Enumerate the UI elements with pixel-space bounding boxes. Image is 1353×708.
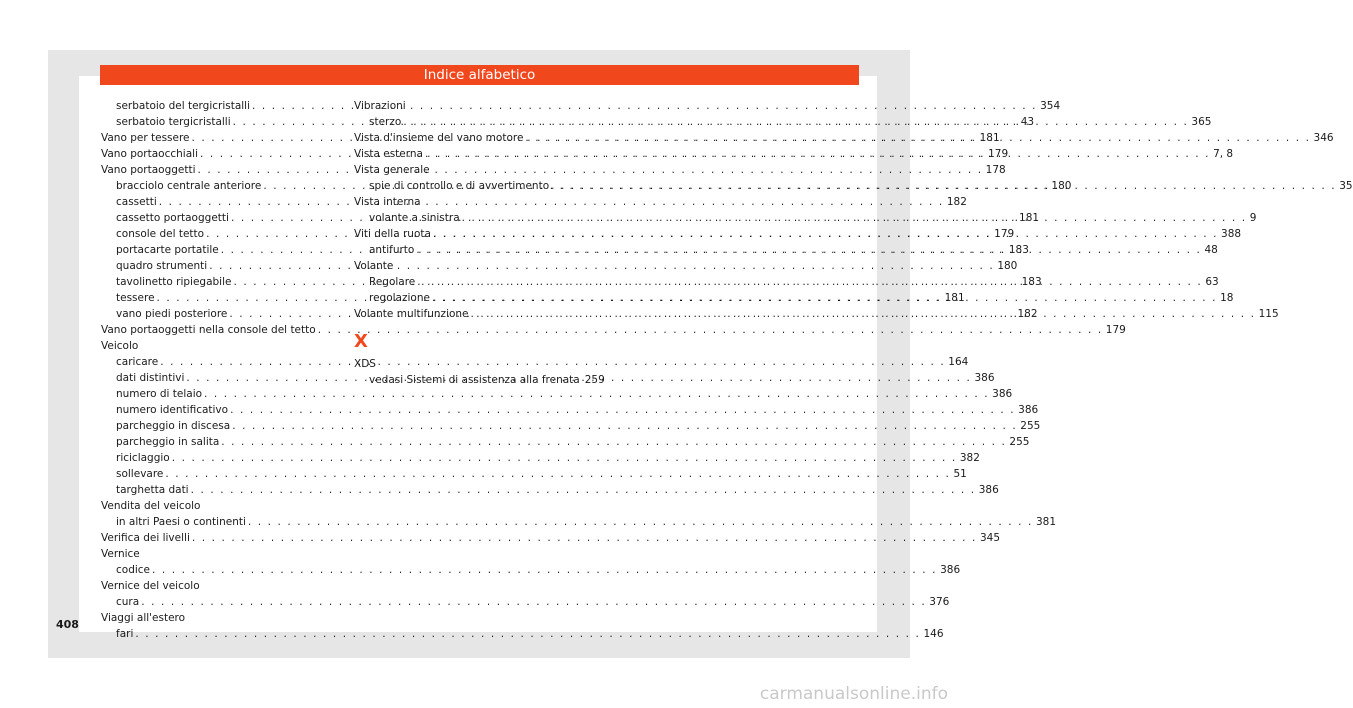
page-header xyxy=(100,65,859,85)
watermark: carmanualsonline.info xyxy=(759,684,948,704)
index-entry-page: 146 xyxy=(923,628,944,640)
dot-leader xyxy=(433,226,1218,242)
index-entry xyxy=(354,372,605,388)
header-title: Indice alfabetico xyxy=(423,67,536,83)
index-letter: X xyxy=(354,331,368,352)
index-entry xyxy=(101,418,1041,434)
index-entry-term: riciclaggio xyxy=(116,452,170,464)
index-entry-term: numero di telaio xyxy=(116,388,203,400)
index-entry-page: 376 xyxy=(929,596,950,608)
dot-leader xyxy=(416,242,1201,258)
dot-leader xyxy=(462,210,1247,226)
index-entry-term: spie di controllo e di avvertimento xyxy=(369,180,550,192)
index-entry-page: 183 xyxy=(1008,244,1029,256)
index-entry-page: 179 xyxy=(988,148,1009,160)
index-entry-page: 388 xyxy=(1221,228,1242,240)
index-entry-page: 181 xyxy=(979,132,1000,144)
index-entry-term: tessere xyxy=(116,292,155,304)
index-entry-page: 181 xyxy=(1019,212,1040,224)
dot-leader xyxy=(152,562,937,578)
index-entry-term: parcheggio in salita xyxy=(116,436,220,448)
index-entry-term: sollevare xyxy=(116,468,164,480)
index-entry-page: 255 xyxy=(1009,436,1030,448)
dot-leader xyxy=(204,386,989,402)
index-entry-term: regolazione xyxy=(369,292,430,304)
index-entry-term: codice xyxy=(116,564,151,576)
index-entry-term: antifurto xyxy=(369,244,415,256)
index-entry-page: 354 xyxy=(1040,100,1061,112)
index-entry-page: 255 xyxy=(1020,420,1041,432)
index-entry-term: Vano portaoggetti xyxy=(101,164,196,176)
index-heading: Vernice del veicolo xyxy=(101,580,200,592)
dot-leader xyxy=(209,258,994,274)
index-entry-term: Vista d'insieme del vano motore xyxy=(354,132,524,144)
index-entry xyxy=(101,626,944,642)
index-entry-page: 63 xyxy=(1205,276,1219,288)
index-entry xyxy=(101,530,1001,546)
dot-leader xyxy=(525,130,1310,146)
index-entry-term: portacarte portatile xyxy=(116,244,219,256)
index-entry-page: 386 xyxy=(992,388,1013,400)
index-entry-page: 181 xyxy=(944,292,965,304)
index-entry-term: serbatoio del tergicristalli xyxy=(116,100,251,112)
index-entry-term: vedasi Sistemi di assistenza alla frenata xyxy=(369,374,580,386)
dot-leader xyxy=(551,178,1336,194)
index-entry-term: in altri Paesi o continenti xyxy=(116,516,246,528)
index-entry-term: sterzo xyxy=(369,116,402,128)
index-entry-page: 386 xyxy=(974,372,995,384)
index-entry-page: 180 xyxy=(1051,180,1072,192)
page-number: 408 xyxy=(56,618,79,631)
index-entry-term: vano piedi posteriore xyxy=(116,308,228,320)
dot-leader xyxy=(135,626,920,642)
index-entry-term: Regolare xyxy=(369,276,416,288)
index-entry xyxy=(101,594,950,610)
index-entry-term: Vano portaocchiali xyxy=(101,148,198,160)
dot-leader xyxy=(471,306,1256,322)
index-entry-page: 345 xyxy=(979,532,1001,544)
index-entry-term: Verifica dei livelli xyxy=(101,532,190,544)
index-entry-term: Vano portaoggetti nella console del tetto xyxy=(101,324,316,336)
index-entry-page: 35 xyxy=(1339,180,1353,192)
index-entry-page: 182 xyxy=(1017,308,1038,320)
index-entry-term: Viti della ruota xyxy=(354,228,431,240)
index-entry-term: parcheggio in discesa xyxy=(116,420,231,432)
index-entry-term: cassetti xyxy=(116,196,157,208)
index-entry xyxy=(101,562,961,578)
index-entry-page: 182 xyxy=(946,196,967,208)
index-entry-page: 386 xyxy=(978,484,999,496)
index-entry-term: fari xyxy=(116,628,134,640)
index-heading: Volante xyxy=(354,260,394,272)
dot-leader xyxy=(425,146,1210,162)
index-entry-page: 382 xyxy=(959,452,980,464)
index-entry-page: 178 xyxy=(985,164,1006,176)
index-entry-page: 43 xyxy=(1020,116,1035,128)
index-heading: Vibrazioni xyxy=(354,100,406,112)
index-entry-term: Vano per tessere xyxy=(101,132,190,144)
index-entry-term: serbatoio tergicristalli xyxy=(116,116,231,128)
index-entry-term: dati distintivi xyxy=(116,372,185,384)
index-entry-page: 180 xyxy=(997,260,1018,272)
index-entry-term: bracciolo centrale anteriore xyxy=(116,180,262,192)
index-entry-term: numero identificativo xyxy=(116,404,229,416)
index-entry-page: 381 xyxy=(1035,516,1057,528)
index-entry xyxy=(101,466,967,482)
index-entry-page: 386 xyxy=(1018,404,1039,416)
index-entry-page: 115 xyxy=(1258,308,1279,320)
index-entry-page: 183 xyxy=(1021,276,1042,288)
index-entry-term: Vista esterna xyxy=(354,148,423,160)
index-heading: Vista interna xyxy=(354,196,421,208)
dot-leader xyxy=(232,418,1017,434)
dot-leader xyxy=(191,482,976,498)
index-entry-page: 51 xyxy=(953,468,967,480)
index-entry-term: Volante multifunzione xyxy=(354,308,469,320)
index-entry xyxy=(101,482,999,498)
index-entry-page: 164 xyxy=(948,356,969,368)
index-entry-term: targhetta dati xyxy=(116,484,189,496)
dot-leader xyxy=(230,402,1015,418)
index-entry xyxy=(101,322,1126,338)
dot-leader xyxy=(417,274,1202,290)
index-entry xyxy=(101,514,1057,530)
index-heading: Vendita del veicolo xyxy=(101,500,201,512)
index-entry-page: 259 xyxy=(584,374,605,386)
dot-leader xyxy=(221,434,1006,450)
index-entry xyxy=(101,386,1013,402)
index-entry-page: 386 xyxy=(940,564,961,576)
index-entry-term: quadro strumenti xyxy=(116,260,208,272)
index-entry-page: 7, 8 xyxy=(1213,148,1234,160)
index-entry-page: 179 xyxy=(1105,324,1126,336)
index-entry xyxy=(101,434,1030,450)
index-heading: Veicolo xyxy=(101,340,139,352)
index-entry-term: caricare xyxy=(116,356,159,368)
index-heading: Vista generale xyxy=(354,164,430,176)
dot-leader xyxy=(141,594,926,610)
index-heading: Vernice xyxy=(101,548,140,560)
index-heading: Viaggi all'estero xyxy=(101,612,186,624)
dot-leader xyxy=(432,290,1217,306)
index-entry-page: 18 xyxy=(1220,292,1234,304)
index-heading: XDS xyxy=(354,358,376,370)
index-entry-term: cassetto portaoggetti xyxy=(116,212,229,224)
index-entry-page: 179 xyxy=(994,228,1015,240)
index-entry-page: 48 xyxy=(1204,244,1218,256)
index-entry-term: console del tetto xyxy=(116,228,205,240)
index-entry xyxy=(101,450,980,466)
index-entry-term: volante a sinistra xyxy=(369,212,460,224)
dot-leader xyxy=(172,450,957,466)
index-entry-term: cura xyxy=(116,596,140,608)
dot-leader xyxy=(248,514,1033,530)
index-entry-page: 9 xyxy=(1249,212,1257,224)
dot-leader xyxy=(192,530,977,546)
dot-leader xyxy=(403,114,1188,130)
index-entry-page: 365 xyxy=(1191,116,1212,128)
index-entry-term: tavolinetto ripiegabile xyxy=(116,276,232,288)
index-entry-page: 346 xyxy=(1313,132,1334,144)
dot-leader xyxy=(165,466,950,482)
index-entry xyxy=(101,402,1039,418)
